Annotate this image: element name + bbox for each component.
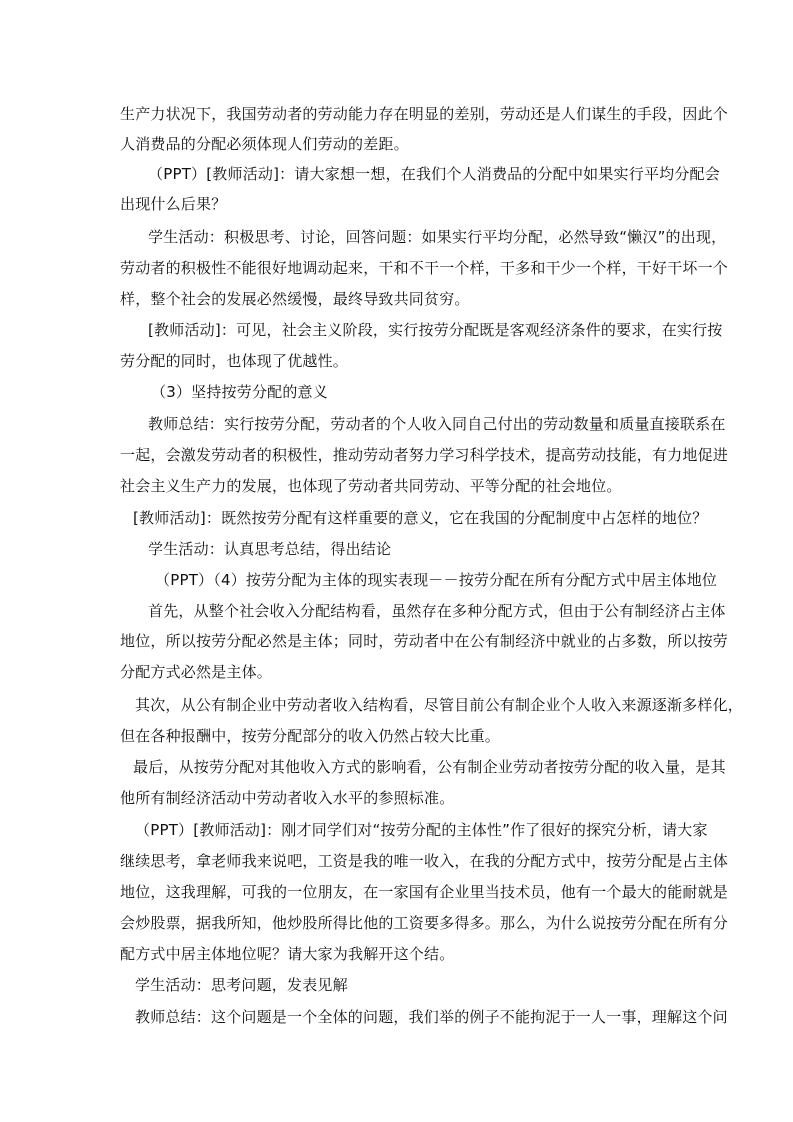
text-line: 学生活动：积极思考、讨论，回答问题：如果实行平均分配，必然导致“懒汉”的出现， [148,228,727,246]
text-line: 教师总结：这个问题是一个全体的问题，我们举的例子不能拘泥于一人一事，理解这个问 [135,1008,728,1026]
section-heading: （PPT）（4）按劳分配为主体的现实表现－－按劳分配在所有分配方式中居主体地位 [155,571,718,589]
text-line: 教师总结：实行按劳分配，劳动者的个人收入同自己付出的劳动数量和质量直接联系在 [148,415,726,433]
text-line: 学生活动：思考问题，发表见解 [135,976,348,994]
text-line: 地位，这我理解，可我的一位朋友，在一家国有企业里当技术员，他有一个最大的能耐就是 [120,883,729,901]
text-line: 最后，从按劳分配对其他收入方式的影响看，公有制企业劳动者按劳分配的收入量，是其 [133,758,726,776]
text-line: 他所有制经济活动中劳动者收入水平的参照标准。 [120,789,455,807]
section-heading: （3）坚持按劳分配的意义 [151,383,328,401]
text-line: 继续思考，拿老师我来说吧，工资是我的唯一收入，在我的分配方式中，按劳分配是占主体 [120,852,729,870]
text-line: 首先，从整个社会收入分配结构看，虽然存在多种分配方式，但由于公有制经济占主体 [148,602,726,620]
text-line: 但在各种报酬中，按劳分配部分的收入仍然占较大比重。 [120,727,501,745]
text-line: 出现什么后果？ [120,195,227,213]
text-line: 劳分配的同时，也体现了优越性。 [120,352,349,370]
text-line: 样，整个社会的发展必然缓慢，最终导致共同贫穷。 [120,290,470,308]
text-line: 社会主义生产力的发展，也体现了劳动者共同劳动、平等分配的社会地位。 [120,477,622,495]
text-line: （PPT）[教师活动]：刚才同学们对“按劳分配的主体性”作了很好的探究分析，请大家 [135,821,708,839]
text-line: [教师活动]：既然按劳分配有这样重要的意义，它在我国的分配制度中占怎样的地位？ [133,509,708,527]
text-line: 劳动者的积极性不能很好地调动起来，干和不干一个样，干多和干少一个样，干好干坏一个 [120,259,729,277]
text-line: 人消费品的分配必须体现人们劳动的差距。 [120,135,409,153]
text-line: 地位，所以按劳分配必然是主体；同时，劳动者中在公有制经济中就业的占多数，所以按劳 [120,632,729,650]
text-line: 一起，会激发劳动者的积极性，推动劳动者努力学习科学技术，提高劳动技能，有力地促进 [120,446,729,464]
text-line: 配方式中居主体地位呢？请大家为我解开这个结。 [120,945,455,963]
text-line: 会炒股票，据我所知，他炒股所得比他的工资要多得多。那么，为什么说按劳分配在所有分 [120,914,729,932]
text-line: 其次，从公有制企业中劳动者收入结构看，尽管目前公有制企业个人收入来源逐渐多样化， [135,696,744,714]
text-line: 分配方式必然是主体。 [120,663,273,681]
text-line: 学生活动：认真思考总结，得出结论 [148,540,392,558]
text-line: （PPT）[教师活动]：请大家想一想，在我们个人消费品的分配中如果实行平均分配会 [148,165,720,183]
text-line: [教师活动]：可见，社会主义阶段，实行按劳分配既是客观经济条件的要求，在实行按 [148,321,723,339]
text-line: 生产力状况下，我国劳动者的劳动能力存在明显的差别，劳动还是人们谋生的手段，因此个 [120,105,729,123]
